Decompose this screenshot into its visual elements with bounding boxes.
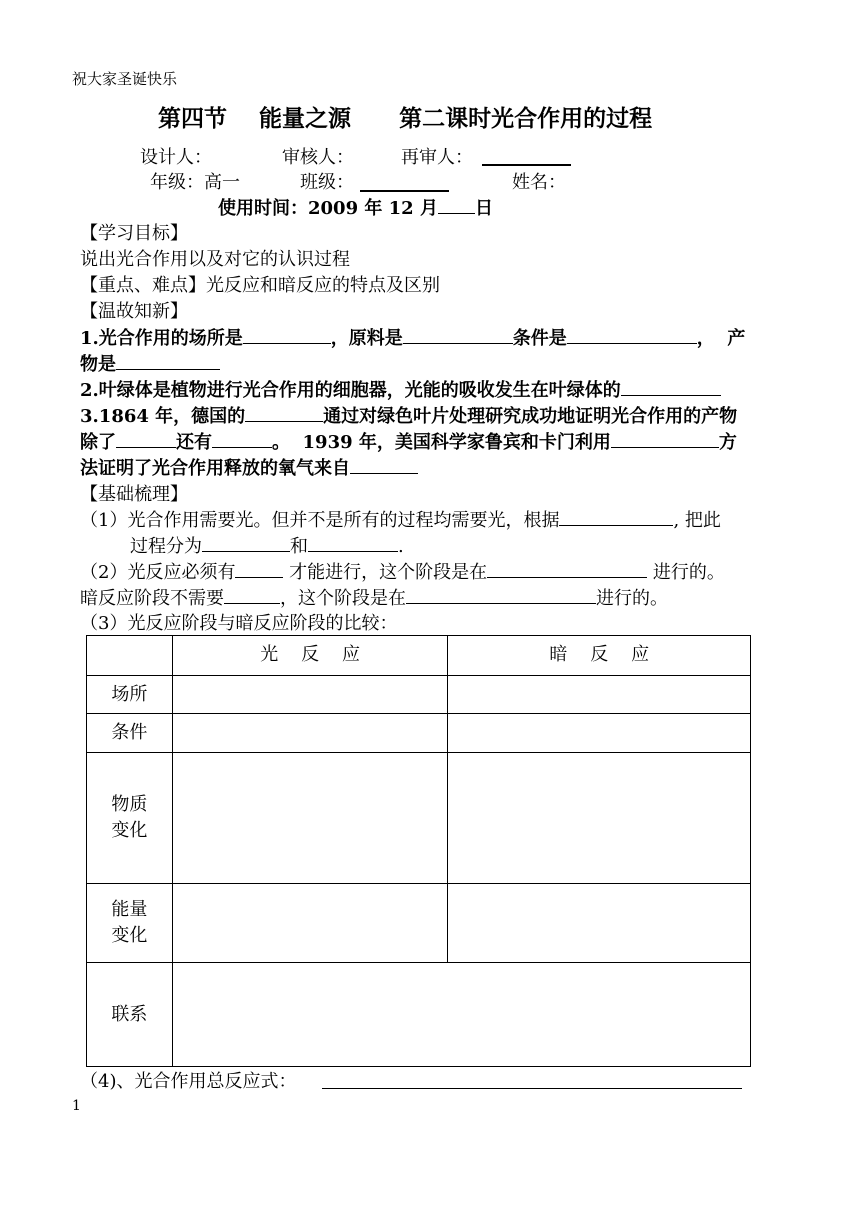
basics-b1-line1 bbox=[80, 509, 721, 533]
class-blank[interactable] bbox=[360, 171, 449, 192]
designer-label: 设计人： bbox=[140, 147, 212, 168]
b1-blank-basis[interactable] bbox=[559, 509, 673, 526]
b2-blank-dark[interactable] bbox=[224, 587, 280, 604]
q1-blank-condition[interactable] bbox=[567, 327, 697, 344]
review-heading: 【温故知新】 bbox=[80, 301, 188, 322]
q3-text-a: 3.1864 年，德国的 bbox=[80, 406, 246, 427]
re-reviewer-blank[interactable] bbox=[482, 146, 571, 166]
table-row bbox=[87, 884, 751, 963]
time-prefix: 使用时间：2009 年 12 月 bbox=[218, 198, 438, 219]
place-dark-cell[interactable] bbox=[448, 676, 751, 714]
objectives-heading: 【学习目标】 bbox=[80, 223, 188, 244]
basics-b3: （3）光反应阶段与暗反应阶段的比较： bbox=[80, 613, 398, 634]
review-q3-line2 bbox=[80, 431, 737, 455]
grade-label: 年级：高一 bbox=[150, 172, 240, 193]
comparison-table bbox=[86, 635, 751, 1067]
place-light-cell[interactable] bbox=[172, 676, 448, 714]
q1-text-c: 条件是 bbox=[512, 328, 567, 349]
q3-text-d: 还有 bbox=[176, 432, 212, 453]
row-place-label: 场所 bbox=[87, 676, 173, 714]
matter-dark-cell[interactable] bbox=[448, 753, 751, 884]
q3-blank-product1[interactable] bbox=[116, 431, 176, 448]
basics-heading: 【基础梳理】 bbox=[80, 484, 188, 505]
review-q3-line1 bbox=[80, 405, 737, 429]
row-energy-label-2: 变化 bbox=[111, 925, 148, 946]
basics-b2-line2 bbox=[80, 587, 668, 611]
basics-b2-line1 bbox=[80, 561, 725, 585]
col-dark-reaction: 暗 反 应 bbox=[448, 636, 751, 676]
basics-b4 bbox=[80, 1070, 296, 1094]
link-cell[interactable] bbox=[172, 963, 750, 1067]
name-label: 姓名： bbox=[512, 172, 566, 193]
row-matter-label-2: 变化 bbox=[111, 820, 148, 841]
review-q1-line1 bbox=[80, 327, 745, 351]
objectives-text: 说出光合作用以及对它的认识过程 bbox=[80, 249, 350, 270]
q2-text: 2.叶绿体是植物进行光合作用的细胞器，光能的吸收发生在叶绿体的 bbox=[80, 380, 621, 401]
row-link-label: 联系 bbox=[87, 963, 173, 1067]
q1-text-d: ， 产 bbox=[696, 328, 746, 349]
b2-text-f: 进行的。 bbox=[596, 588, 668, 609]
table-row bbox=[87, 676, 751, 714]
b1-blank-stage2[interactable] bbox=[308, 535, 398, 552]
matter-light-cell[interactable] bbox=[172, 753, 448, 884]
b1-blank-stage1[interactable] bbox=[202, 535, 290, 552]
condition-light-cell[interactable] bbox=[172, 714, 448, 753]
header-note: 祝大家圣诞快乐 bbox=[72, 70, 178, 88]
b2-blank-light[interactable] bbox=[235, 561, 283, 578]
b1-text-e: . bbox=[398, 536, 404, 557]
energy-dark-cell[interactable] bbox=[448, 884, 751, 963]
q3-text-e: 。 1939 年，美国科学家鲁宾和卡门利用 bbox=[272, 432, 611, 453]
basics-b1-line2 bbox=[130, 535, 404, 559]
q3-text-g: 法证明了光合作用释放的氧气来自 bbox=[80, 458, 350, 479]
q1-blank-place[interactable] bbox=[243, 327, 331, 344]
q3-text-f: 方 bbox=[718, 432, 737, 453]
b2-text-d: 暗反应阶段不需要 bbox=[80, 588, 224, 609]
equation-blank[interactable] bbox=[322, 1072, 742, 1089]
b2-text-e: ，这个阶段是在 bbox=[280, 588, 406, 609]
page-number: 1 bbox=[72, 1098, 81, 1114]
q1-blank-product[interactable] bbox=[116, 353, 220, 370]
row-energy-label-1: 能量 bbox=[111, 899, 148, 920]
condition-dark-cell[interactable] bbox=[448, 714, 751, 753]
q3-blank-method[interactable] bbox=[611, 431, 719, 448]
re-reviewer-label: 再审人： bbox=[401, 147, 473, 168]
q3-text-c: 除了 bbox=[80, 432, 116, 453]
page-title: 第四节 能量之源 第二课时光合作用的过程 bbox=[158, 105, 653, 132]
q1-text-a: 1.光合作用的场所是 bbox=[80, 328, 243, 349]
class-label: 班级： bbox=[300, 172, 354, 193]
review-q1-line2 bbox=[80, 353, 220, 377]
q1-text-b: ，原料是 bbox=[330, 328, 403, 349]
review-q2 bbox=[80, 379, 721, 403]
energy-light-cell[interactable] bbox=[172, 884, 448, 963]
b1-text-d: 和 bbox=[290, 536, 308, 557]
b2-blank-dark-site[interactable] bbox=[406, 587, 596, 604]
b2-text-a: （2）光反应必须有 bbox=[80, 562, 236, 583]
table-row bbox=[87, 963, 751, 1067]
time-line bbox=[218, 197, 493, 221]
b4-text: （4)、光合作用总反应式： bbox=[80, 1071, 297, 1092]
b2-blank-light-site[interactable] bbox=[487, 561, 647, 578]
table-header-row bbox=[87, 636, 751, 676]
q3-text-b: 通过对绿色叶片处理研究成功地证明光合作用的产物 bbox=[323, 406, 738, 427]
row-energy-label bbox=[87, 884, 173, 963]
table-row bbox=[87, 753, 751, 884]
q1-blank-material[interactable] bbox=[403, 327, 513, 344]
day-blank[interactable] bbox=[438, 197, 475, 214]
reviewer-label: 审核人： bbox=[282, 147, 354, 168]
row-matter-label-1: 物质 bbox=[111, 794, 148, 815]
key-text: 光反应和暗反应的特点及区别 bbox=[206, 275, 440, 296]
b1-text-c: 过程分为 bbox=[130, 536, 202, 557]
q3-blank-scientist[interactable] bbox=[245, 405, 323, 422]
row-condition-label: 条件 bbox=[87, 714, 173, 753]
q3-blank-oxygen[interactable] bbox=[350, 457, 418, 474]
q2-blank[interactable] bbox=[621, 379, 721, 396]
col-light-reaction: 光 反 应 bbox=[172, 636, 448, 676]
b1-text-b: , 把此 bbox=[673, 510, 721, 531]
q1-text-e: 物是 bbox=[80, 354, 116, 375]
table-row bbox=[87, 714, 751, 753]
table-corner-cell bbox=[87, 636, 173, 676]
row-matter-label bbox=[87, 753, 173, 884]
review-q3-line3 bbox=[80, 457, 418, 481]
b2-text-b: 才能进行，这个阶段是在 bbox=[283, 562, 488, 583]
key-heading: 【重点、难点】 bbox=[80, 275, 206, 296]
b2-text-c: 进行的。 bbox=[647, 562, 725, 583]
key-points bbox=[80, 274, 440, 298]
time-suffix: 日 bbox=[474, 198, 493, 219]
q3-blank-product2[interactable] bbox=[212, 431, 272, 448]
b1-text-a: （1）光合作用需要光。但并不是所有的过程均需要光，根据 bbox=[80, 510, 560, 531]
